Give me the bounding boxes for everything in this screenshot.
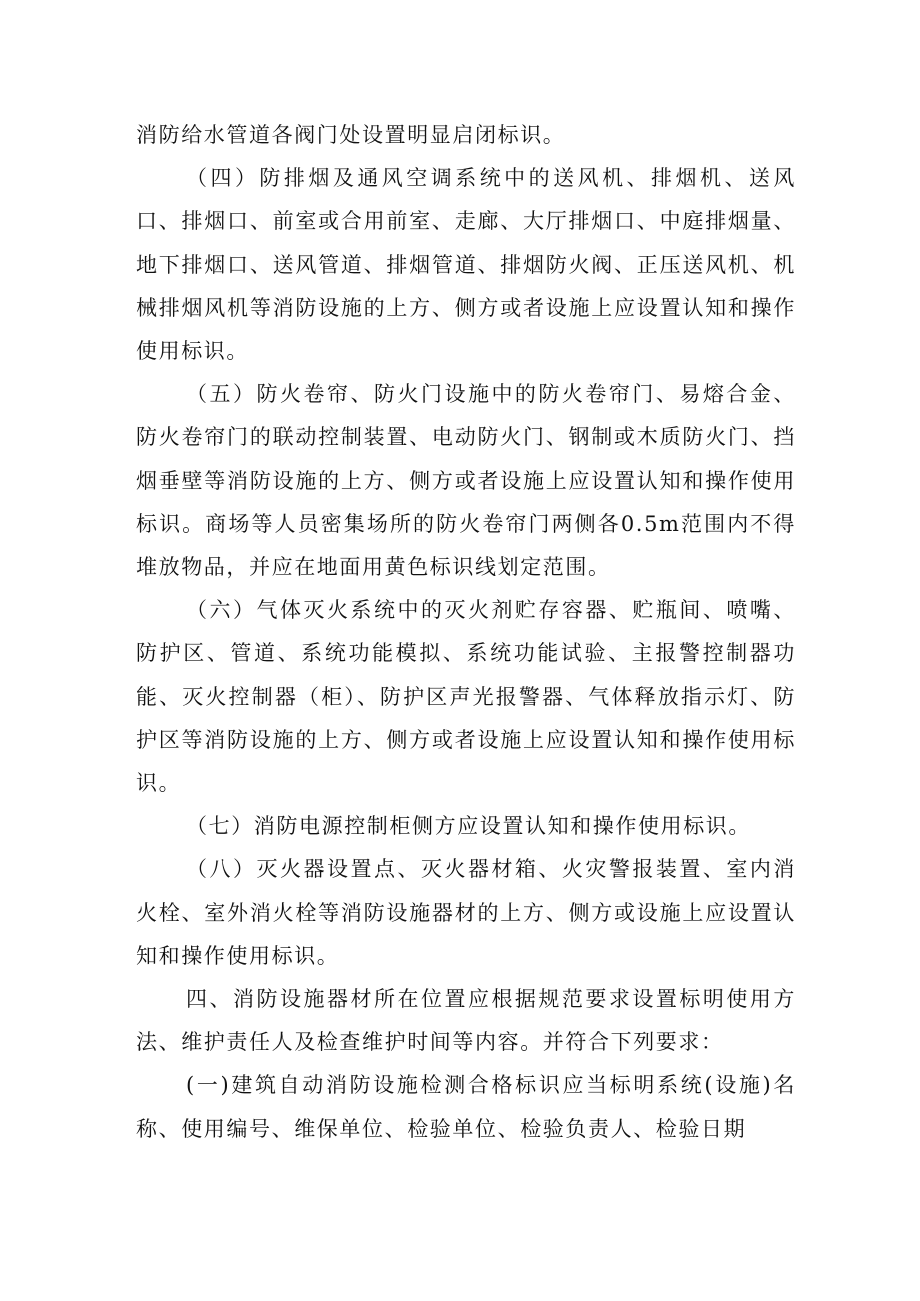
paragraph-item-7: （七）消防电源控制柜侧方应设置认知和操作使用标识。 [186, 814, 751, 839]
paragraph-item-4: （四）防排烟及通风空调系统中的送风机、排烟机、送风口、排烟口、前室或合用前室、走廊、大厅排烟口、中庭排烟量、地下排烟口、送风管道、排烟管道、排烟防火阀、正压送风机、机械排烟风机等消防设施的上方、侧方或者设施上应设置认知和操作使用标识。 [136, 166, 796, 364]
paragraph-section-4: 四、消防设施器材所在位置应根据规范要求设置标明使用方法、维护责任人及检查维护时间等内容。并符合下列要求： [136, 987, 796, 1055]
paragraph-item-5: （五）防火卷帘、防火门设施中的防火卷帘门、易熔合金、防火卷帘门的联动控制装置、电动防火门、钢制或木质防火门、挡烟垂壁等消防设施的上方、侧方或者设施上应设置认知和操作使用标识。商场等人员密集场所的防火卷帘门两侧各0.5m范围内不得堆放物品，并应在地面用黄色标识线划定范围。 [136, 382, 796, 580]
paragraph-item-6: （六）气体灭火系统中的灭火剂贮存容器、贮瓶间、喷嘴、防护区、管道、系统功能模拟、系统功能试验、主报警控制器功能、灭火控制器（柜）、防护区声光报警器、气体释放指示灯、防护区等消防设施的上方、侧方或者设施上应设置认知和操作使用标识。 [136, 598, 796, 796]
paragraph-subitem-1: (一)建筑自动消防设施检测合格标识应当标明系统(设施)名称、使用编号、维保单位、检验单位、检验负责人、检验日期 [136, 1073, 796, 1141]
paragraph-continuation: 消防给水管道各阀门处设置明显启闭标识。 [136, 123, 566, 147]
document-body [136, 114, 796, 1151]
paragraph-item-8: （八）灭火器设置点、灭火器材箱、火灾警报装置、室内消火栓、室外消火栓等消防设施器材的上方、侧方或设施上应设置认知和操作使用标识。 [136, 857, 796, 968]
